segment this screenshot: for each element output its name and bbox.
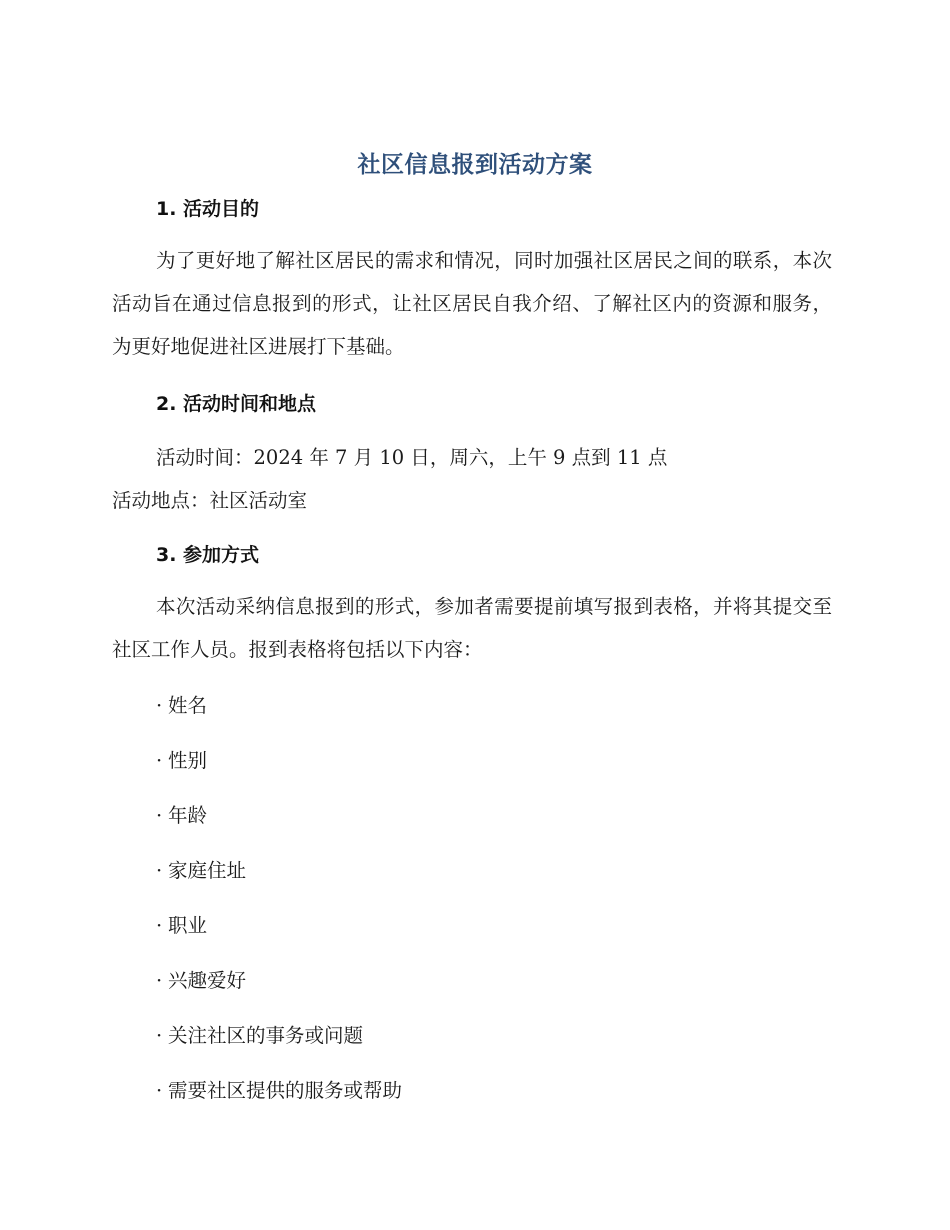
list-item-label: 年龄	[168, 804, 208, 827]
section-paragraph-purpose: 为了更好地了解社区居民的需求和情况，同时加强社区居民之间的联系，本次活动旨在通过信息报到的形式，让社区居民自我介绍、了解社区内的资源和服务，为更好地促进社区进展打下基础。	[112, 249, 832, 358]
list-item	[156, 690, 207, 718]
list-item	[156, 745, 207, 773]
bullet-dot: ·	[156, 1024, 163, 1047]
section-heading-purpose: 1. 活动目的	[156, 198, 260, 220]
bullet-dot: ·	[156, 969, 163, 992]
bullet-dot: ·	[156, 749, 163, 772]
list-item-label: 家庭住址	[168, 859, 247, 882]
section-heading-participation: 3. 参加方式	[156, 544, 260, 566]
bullet-dot: ·	[156, 804, 163, 827]
list-item-label: 需要社区提供的服务或帮助	[168, 1079, 403, 1102]
bullet-dot: ·	[156, 1079, 163, 1102]
activity-place-line: 活动地点：社区活动室	[112, 489, 308, 512]
bullet-dot: ·	[156, 859, 163, 882]
list-item	[156, 910, 207, 938]
bullet-dot: ·	[156, 914, 163, 937]
list-item	[156, 965, 246, 993]
list-item	[156, 1020, 363, 1048]
list-item-label: 姓名	[168, 694, 208, 717]
activity-time-line: 活动时间：2024 年 7 月 10 日，周六，上午 9 点到 11 点	[156, 446, 668, 469]
list-item	[156, 800, 207, 828]
section-paragraph-participation: 本次活动采纳信息报到的形式，参加者需要提前填写报到表格，并将其提交至社区工作人员。报到表格将包括以下内容：	[112, 595, 832, 661]
list-item	[156, 855, 246, 883]
list-item-label: 职业	[168, 914, 208, 937]
bullet-dot: ·	[156, 694, 163, 717]
list-item-label: 关注社区的事务或问题	[168, 1024, 364, 1047]
list-item	[156, 1075, 402, 1103]
document-title: 社区信息报到活动方案	[357, 152, 593, 178]
section-heading-time-place: 2. 活动时间和地点	[156, 393, 317, 415]
list-item-label: 性别	[168, 749, 208, 772]
list-item-label: 兴趣爱好	[168, 969, 247, 992]
